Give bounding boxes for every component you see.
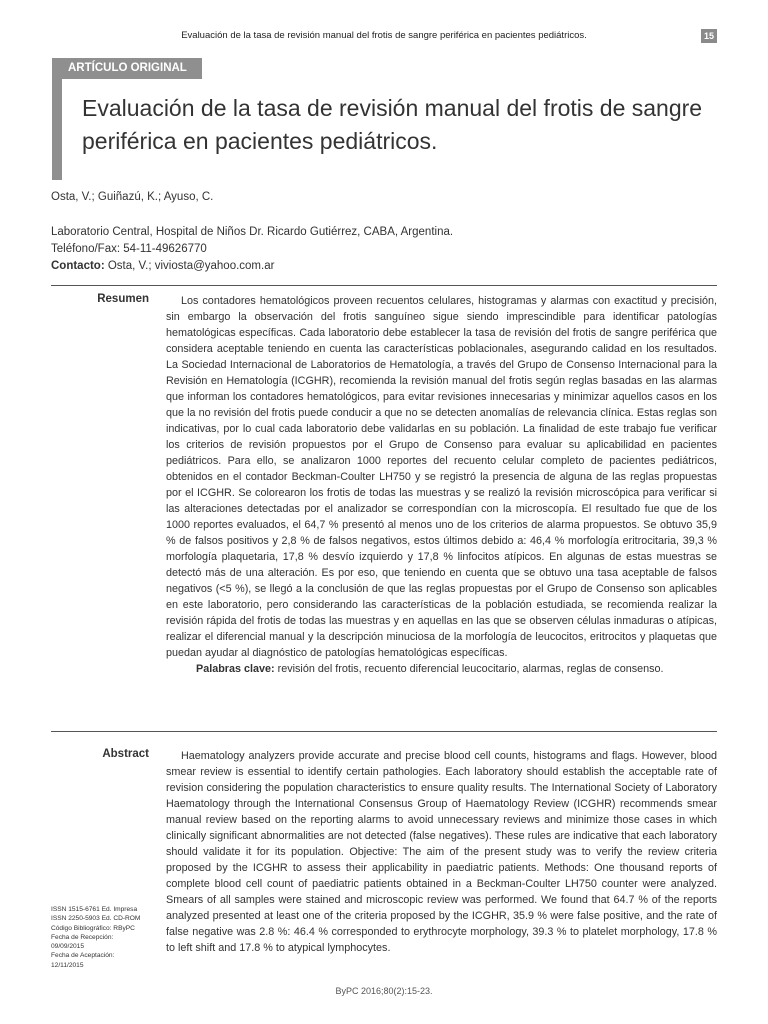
acceptance-date: 12/11/2015 [51,961,84,969]
reception-label: Fecha de Recepción: [51,933,114,941]
acceptance-label: Fecha de Aceptación: [51,952,115,960]
bibliographic-code: Código Bibliográfico: RByPC [51,924,135,932]
article-title: Evaluación de la tasa de revisión manual del frotis de sangre periférica en pacientes pediátricos. [82,95,703,154]
page-number: 15 [701,29,717,43]
title-accent-bar [52,58,62,180]
contact-value: Osta, V.; viviosta@yahoo.com.ar [104,260,275,272]
abstract-label: Abstract [102,748,149,760]
journal-citation-footer: ByPC 2016;80(2):15-23. [335,986,433,996]
abstract-body [166,748,717,980]
keywords-value: revisión del frotis, recuento diferencial leucocitario, alarmas, reglas de consenso. [274,663,664,675]
affiliation-lab: Laboratorio Central, Hospital de Niños Dr. Ricardo Gutiérrez, CABA, Argentina. [51,226,454,238]
issn-cd: ISSN 2250-5903 Ed. CD-ROM [51,915,141,923]
keywords-label: Palabras clave: [196,663,275,675]
section-label: ARTÍCULO ORIGINAL [62,58,202,79]
affiliation-contact [51,258,453,275]
keywords-line [166,661,717,677]
divider-resumen [51,285,717,286]
authors: Osta, V.; Guiñazú, K.; Ayuso, C. [51,191,214,203]
contact-label: Contacto: [51,260,105,272]
affiliation-phone: Teléfono/Fax: 54-11-49626770 [51,243,207,255]
running-header: Evaluación de la tasa de revisión manual del frotis de sangre periférica en pacientes pediátricos. [181,30,587,41]
affiliation-block [51,224,453,275]
resumen-label: Resumen [97,293,149,305]
resumen-body [166,293,717,677]
divider-abstract [51,731,717,732]
publication-info [51,905,161,970]
reception-date: 09/09/2015 [51,943,85,951]
abstract-text: Haematology analyzers provide accurate and precise blood cell counts, histograms and flags. However, blood smear review is essential to identify certain pathologies. Each laboratory should establish the acceptable rate of revision considering the population characteristics to ensure quality results. The International Society of Laboratory Haematology through the International Consensus Group of Haematology Review (ICGHR) recommends smear manual review based on the reporting alarms to avoid unnecessary reviews and minimize those cases in which clinically significant abnormalities are not detected (false negatives). These rules are indicative that each laboratory should validate it for its population. Objective: The aim of the present study was to verify the review criteria proposed by the ICGHR to assess their applicability in paediatric patients. Methods: One thousand reports of complete blood cell count of paediatric patients obtained in a Beckman-Coulter LH750 counter were analyzed. Smears of all samples were stained and microscopic review was performed. We found that 64.7 % of the reports analyzed presented at least one of the criteria proposed by the ICGHR, 35.9 % were false positive, and the rate of false negative was 2.8 %: 46.4 % corresponded to erythrocyte morphology, 39.3 % to platelet morphology, 17.8 % to left shift and 17.8 % to atypical lymphocytes. [166,750,717,954]
issn-print: ISSN 1515-6761 Ed. Impresa [51,906,138,913]
resumen-text: Los contadores hematológicos proveen recuentos celulares, histogramas y alarmas con exactitud y precisión, sin embargo la observación del frotis sanguíneo sigue siendo imprescindible para identificar patologías hematológicas específicas. Cada laboratorio debe establecer la tasa de revisión del frotis de sangre periférica que considera aceptable teniendo en cuenta las características poblacionales, asegurando calidad en los resultados. La Sociedad Internacional de Laboratorios de Hematología, a través del Grupo de Consenso Internacional para la Revisión en Hematología (ICGHR), recomienda la revisión manual del frotis según reglas basadas en las alarmas que informan los contadores hematológicos, para evitar revisiones innecesarias y minimizar aquellos casos en los que la no revisión del frotis puede conducir a que no se detecten anomalías de relevancia clínica. Estas reglas son indicativas, por lo cual cada laboratorio debe validarlas en su población. La finalidad de este trabajo fue verificar los criterios de revisión propuestos por el Grupo de Consenso para evaluar su aplicabilidad en pacientes pediátricos. Para ello, se analizaron 1000 reportes del recuento celular completo de pacientes pediátricos, obtenidos en el contador Beckman-Coulter LH750 y se registró la presencia de alguna de las reglas propuestas por el ICGHR. Se colorearon los frotis de todas las muestras y se realizó la revisión microscópica para verificar si las alteraciones detectadas por el analizador se correspondían con la microscopía. El resultado fue que de los 1000 reportes evaluados, el 64,7 % presentó al menos uno de los criterios de alarma propuestos. Se obtuvo 35,9 % de falsos positivos y 2,8 % de falsos negativos, estos últimos debido a: 46,4 % morfología eritrocitaria, 39,3 % morfología plaquetaria, 17,8 % desvío izquierdo y 17,8 % linfocitos atípicos. En algunas de estas muestras se detectó más de una alteración. Es por eso, que teniendo en cuenta que se obtuvo una tasa aceptable de falsos negativos (<5 %), se llegó a la conclusión de que las reglas propuestas por el Grupo de Consenso son aplicables en este laboratorio, pero considerando las características de la población estudiada, se recomienda realizar la revisión rápida del frotis de todas las muestras y en aquellas en las que se observen células inmaduras o atípicas, realizar el diferencial manual y la descripción minuciosa de la morfología de leucocitos, eritrocitos y plaquetas que puedan ayudar al diagnóstico de patologías hematológicas específicas. [166,295,717,659]
